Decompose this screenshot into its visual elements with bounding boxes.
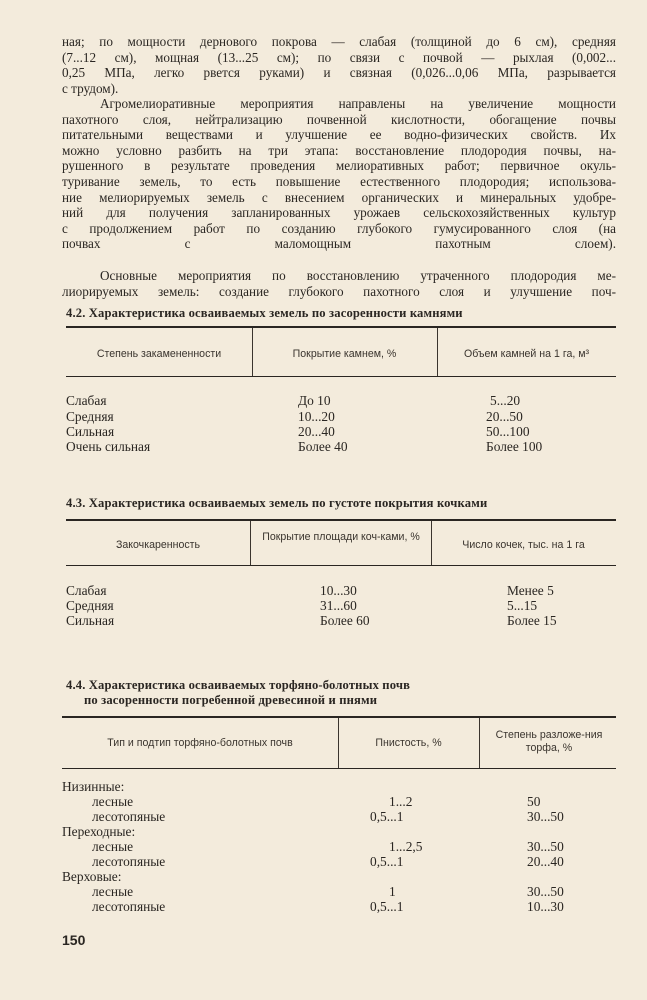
table-cell: 10...30: [320, 583, 357, 598]
table-cell: Более 15: [507, 613, 557, 628]
text-line: почвах с маломощным пахотным слоем).: [62, 236, 616, 252]
table-header-cell: Закочкаренность: [115, 539, 201, 551]
table-4-4-title: 4.4. Характеристика осваиваемых торфяно-болотных почв: [66, 678, 411, 692]
table-cell: Средняя: [66, 598, 114, 613]
column-divider: [250, 521, 251, 565]
table-cell: Средняя: [66, 409, 114, 424]
table-cell: 5...15: [507, 598, 538, 613]
table-header-cell: Пнистость, %: [375, 737, 442, 749]
table-header-cell: Степень закамененности: [96, 348, 222, 360]
table-cell: Менее 5: [507, 583, 554, 598]
table-cell: 20...40: [527, 854, 564, 869]
table-cell: лесные: [92, 794, 134, 809]
table-4-4-title-line2: по засоренности погребенной древесиной и пнями: [84, 693, 378, 707]
text-line: ний для получения запланированных урожаев сельскохозяйственных культур: [62, 205, 616, 221]
table-header-cell: Тип и подтип торфяно-болотных почв: [107, 737, 293, 749]
table-cell: Сильная: [66, 613, 115, 628]
table-top-rule: [66, 326, 616, 328]
table-cell: лесные: [92, 884, 134, 899]
table-cell: лесотопяные: [92, 854, 166, 869]
text-line: ная; по мощности дернового покрова — слабая (толщиной до 6 см), средняя: [62, 34, 616, 49]
table-cell: 1...2: [389, 794, 413, 809]
text-line: пахотного слоя, нейтрализацию почвенной кислотности, обогащение почвы: [62, 111, 616, 127]
table-cell: лесные: [92, 839, 134, 854]
table-group-label: Верховые:: [62, 869, 122, 884]
table-cell: 1: [389, 884, 396, 899]
table-4-2-title: 4.2. Характеристика осваиваемых земель по засоренности камнями: [66, 306, 463, 320]
table-cell: лесотопяные: [92, 809, 166, 824]
table-cell: 0,5...1: [370, 809, 404, 824]
header-bottom-rule: [62, 768, 616, 769]
table-cell: 0,5...1: [370, 854, 404, 869]
text-line: (7...12 см), мощная (13...25 см); по связи с почвой — рыхлая (0,002...: [62, 49, 616, 65]
table-header-cell: Степень разложе-ния торфа, %: [495, 729, 603, 754]
table-top-rule: [62, 716, 616, 718]
table-cell: 10...30: [527, 899, 564, 914]
table-group-label: Низинные:: [62, 779, 125, 794]
page-number: 150: [62, 932, 86, 948]
table-cell: 31...60: [320, 598, 357, 613]
paragraph-soil-classification: [62, 34, 616, 96]
text-line: 0,25 МПа, легко рвется руками) и связная (0,026...0,06 МПа, разрывается: [62, 65, 616, 81]
table-cell: 20...50: [486, 409, 523, 424]
table-cell: 0,5...1: [370, 899, 404, 914]
column-divider: [479, 718, 480, 768]
table-cell: 30...50: [527, 884, 564, 899]
table-header-cell: Покрытие площади коч-ками, %: [262, 531, 420, 543]
table-cell: 30...50: [527, 839, 564, 854]
header-bottom-rule: [66, 376, 616, 377]
text-line: с продолжением работ по созданию глубокого гумусированного слоя (на: [62, 220, 616, 236]
table-cell: До 10: [298, 393, 331, 408]
text-line: с трудом).: [62, 80, 119, 96]
text-line: Агромелиоративные мероприятия направлены на увеличение мощности: [100, 96, 616, 111]
table-cell: Более 60: [320, 613, 370, 628]
table-cell: 1...2,5: [389, 839, 423, 854]
table-cell: Более 100: [486, 439, 543, 454]
text-line: туривание земель, то есть повышение естественного плодородия; использова-: [62, 173, 616, 189]
text-line: питательными веществами и улучшение ее водно-физических свойств. Их: [62, 127, 616, 143]
paragraph-agromelioration: [62, 96, 616, 252]
table-cell: 30...50: [527, 809, 564, 824]
paragraph-main-measures: [62, 268, 616, 299]
table-cell: 50: [527, 794, 541, 809]
table-cell: Очень сильная: [66, 439, 151, 454]
header-bottom-rule: [66, 565, 616, 566]
table-header-cell: Число кочек, тыс. на 1 га: [462, 539, 585, 551]
table-cell: 10...20: [298, 409, 335, 424]
table-cell: Более 40: [298, 439, 348, 454]
table-header-cell: Объем камней на 1 га, м³: [463, 348, 590, 360]
table-cell: 5...20: [490, 393, 521, 408]
table-cell: 20...40: [298, 424, 335, 439]
table-group-label: Переходные:: [62, 824, 136, 839]
text-line: рушенного в результате проведения мелиоративных работ; первичное окуль-: [62, 158, 616, 174]
table-cell: 50...100: [486, 424, 530, 439]
table-4-3-title: 4.3. Характеристика осваиваемых земель по густоте покрытия кочками: [66, 496, 488, 510]
table-cell: Слабая: [66, 393, 107, 408]
text-line: ние мелиорируемых земель с внесением органических и минеральных удобре-: [62, 189, 616, 205]
text-line: можно условно разбить на три этапа: восстановление плодородия почвы, на-: [62, 142, 616, 158]
table-cell: Сильная: [66, 424, 115, 439]
text-line: Основные мероприятия по восстановлению утраченного плодородия ме-: [100, 268, 616, 283]
table-header-cell: Покрытие камнем, %: [292, 348, 397, 360]
text-line: лиорируемых земель: создание глубокого пахотного слоя и улучшение поч-: [62, 283, 616, 299]
table-top-rule: [66, 519, 616, 521]
table-cell: Слабая: [66, 583, 107, 598]
table-cell: лесотопяные: [92, 899, 166, 914]
